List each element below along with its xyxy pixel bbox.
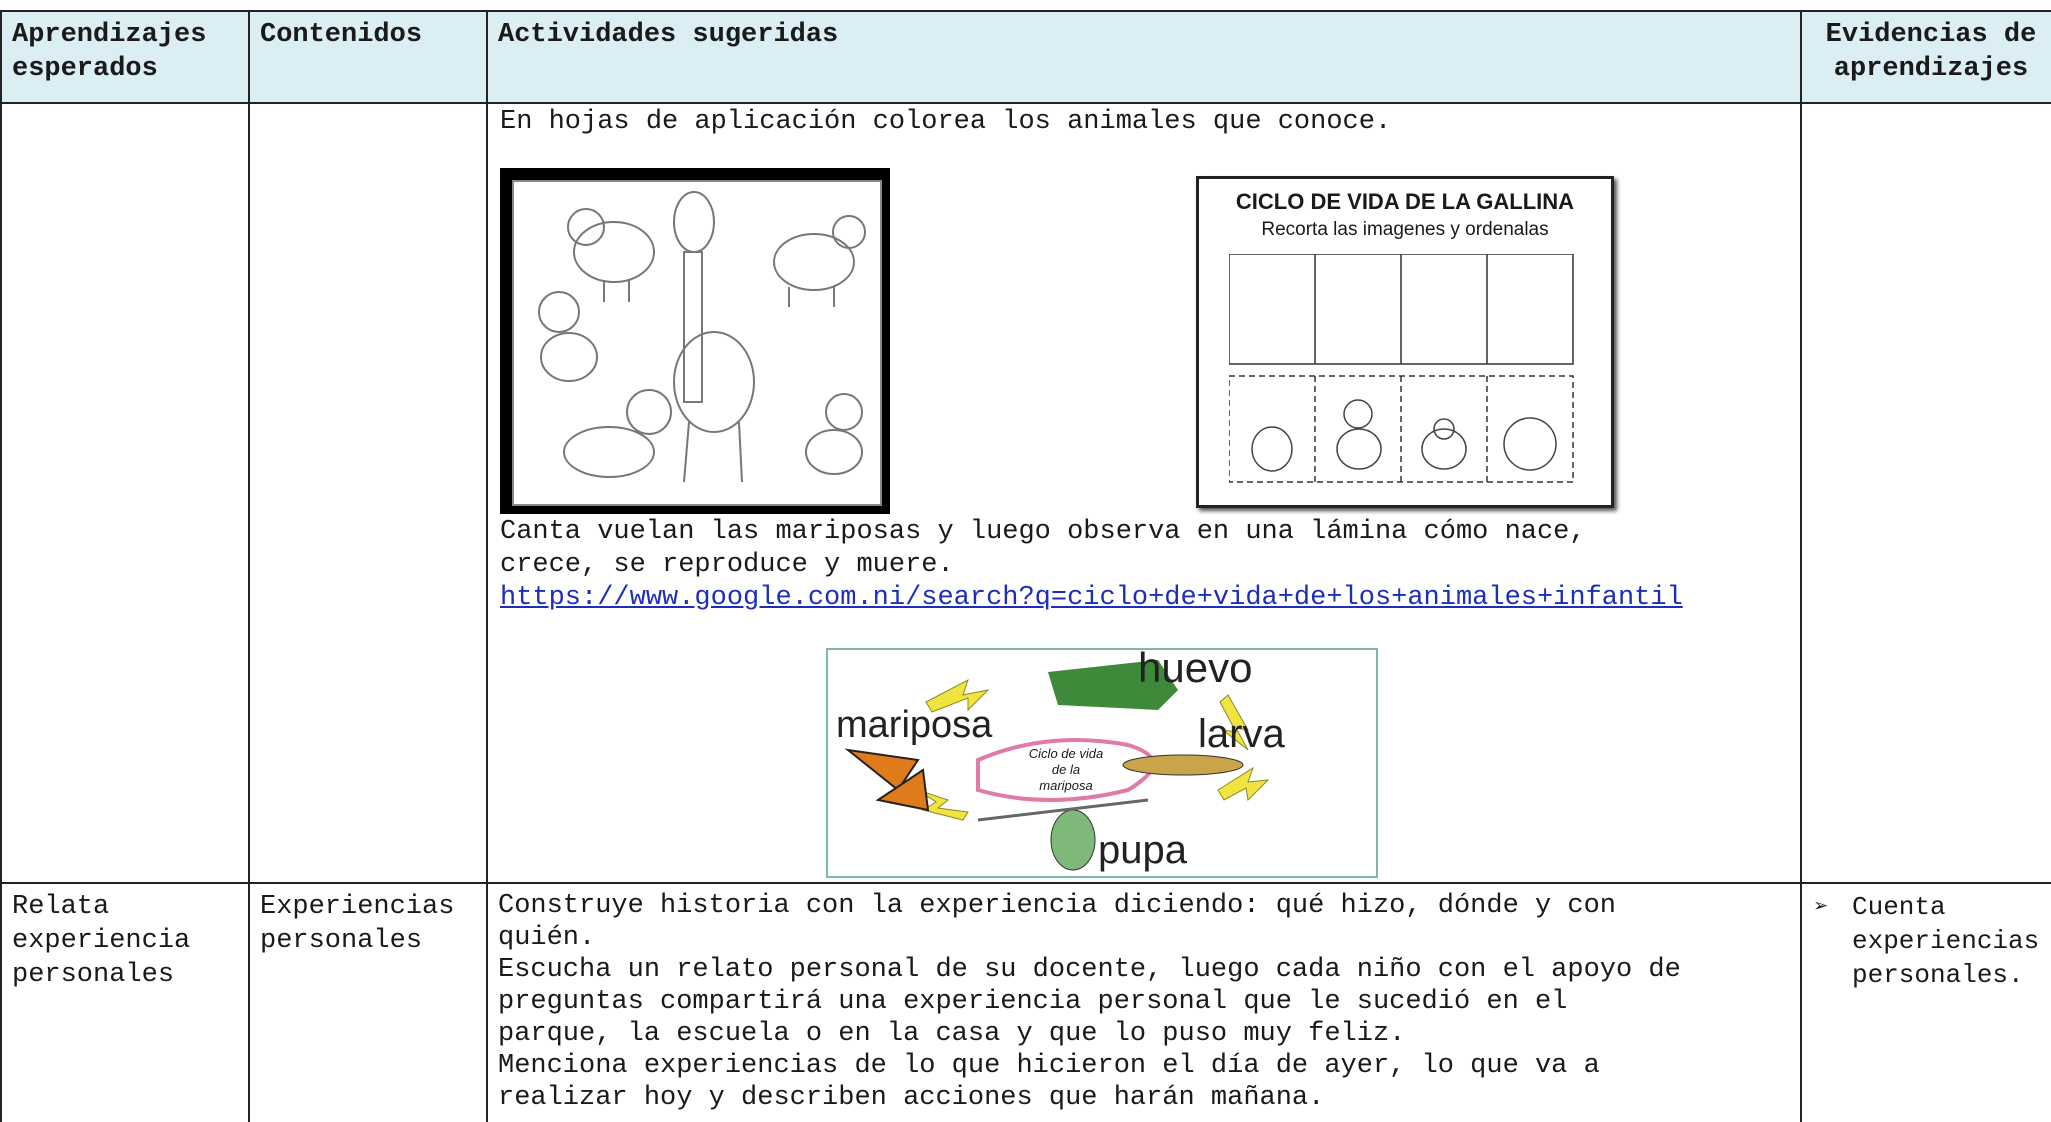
header-evidence: Evidencias de aprendizajes [1800,10,2051,102]
evidence-text: Cuenta experiencias personales. [1852,892,2040,990]
row1-evidence-cell [1800,102,2051,882]
label-mariposa: mariposa [836,704,993,746]
label-huevo: huevo [1138,644,1253,691]
reference-link[interactable]: https://www.google.com.ni/search?q=ciclo+de+vida+de+los+animales+infantil [500,583,1683,613]
label-center: Ciclo de vida de la mariposa [1028,746,1104,793]
animals-coloring-image [500,168,890,514]
row1-contents-cell [248,102,486,882]
row2-learning-cell: Relata experiencia personales [0,882,248,1122]
activity-intro-text: En hojas de aplicación colorea los animales que conoce. [500,107,1392,137]
header-learning: Aprendizajes esperados [0,10,248,102]
worksheet-grid [1229,254,1579,484]
butterfly-cycle-image [826,644,1378,878]
row2-contents-cell: Experiencias personales [248,882,486,1122]
worksheet-subtitle: Recorta las imagenes y ordenalas [1261,219,1549,240]
header-activities: Actividades sugeridas [486,10,1800,102]
row2-evidence-cell [1800,882,2051,1122]
worksheet-title: CICLO DE VIDA DE LA GALLINA [1235,189,1575,214]
row1-learning-cell [0,102,248,882]
label-larva: larva [1198,712,1285,756]
evidence-bullet: ➢ [1814,895,1829,922]
label-pupa: pupa [1098,828,1187,872]
animals-drawing [514,182,876,500]
chicken-worksheet-image [1196,176,1614,508]
header-contents: Contenidos [248,10,486,102]
activity-song-text: Canta vuelan las mariposas y luego observa en una lámina cómo nace, crece, se reproduce y muere. [500,517,1586,580]
row2-activities-cell: Construye historia con la experiencia diciendo: qué hizo, dónde y con quién. Escucha un relato personal de su docente, luego cada niño con el apoyo de preguntas compartirá una experiencia personal que le sucedió en el parque, la escuela o en la casa y que lo puso muy feliz. Menciona experiencias de lo que hicieron el día de ayer, lo que va a realizar hoy y describen acciones que harán mañana. [486,882,1800,1122]
